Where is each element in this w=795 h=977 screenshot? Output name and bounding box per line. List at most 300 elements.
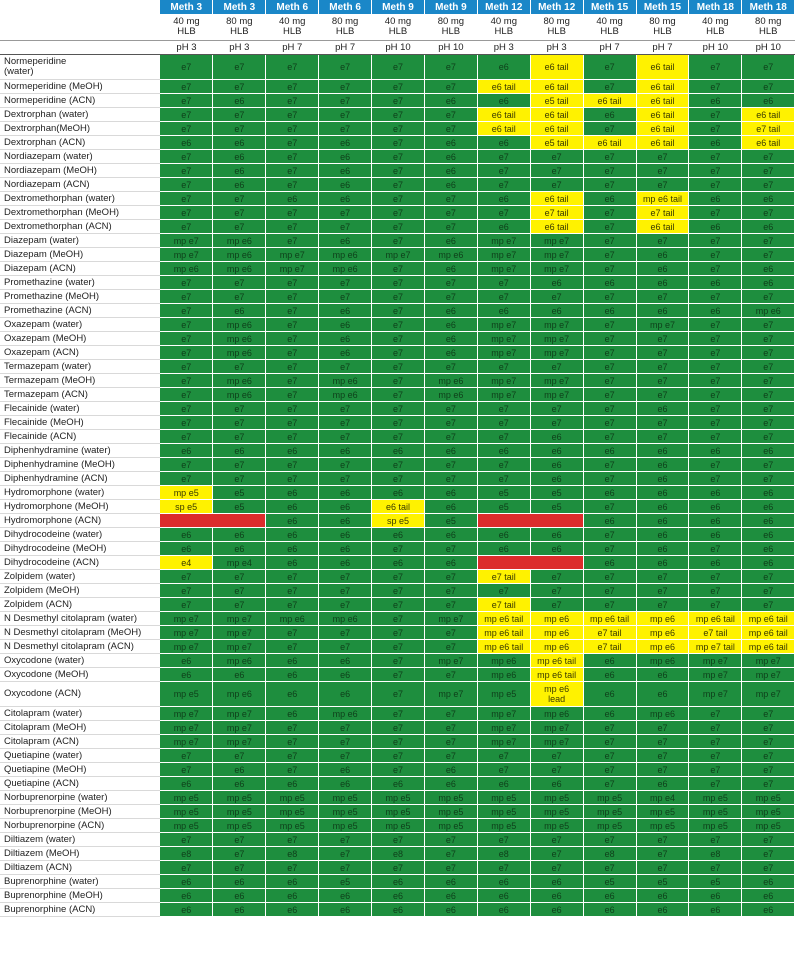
analyte-name: Normeperidine (ACN) [0, 94, 160, 108]
result-cell: mp e7 [213, 612, 266, 626]
table-row [0, 570, 795, 584]
result-cell: e6 [530, 458, 583, 472]
result-cell: e7 [477, 861, 530, 875]
result-cell: mp e7 [160, 626, 213, 640]
analyte-name: Dihydrocodeine (MeOH) [0, 542, 160, 556]
result-cell: e7 [160, 304, 213, 318]
result-cell: e7 [266, 234, 319, 248]
result-cell: e6 [319, 668, 372, 682]
result-cell: e6 [160, 654, 213, 668]
analyte-name: Promethazine (MeOH) [0, 290, 160, 304]
result-cell: e6 [477, 192, 530, 206]
result-cell: e7 [424, 598, 477, 612]
result-cell: e7 [583, 528, 636, 542]
table-row [0, 640, 795, 654]
result-cell: e7 [424, 833, 477, 847]
result-cell: e6 [424, 164, 477, 178]
result-cell: e8 [372, 847, 425, 861]
result-cell: e6 [477, 875, 530, 889]
result-cell: e6 [372, 528, 425, 542]
analyte-name: Termazepam (MeOH) [0, 374, 160, 388]
result-cell: e7 [213, 598, 266, 612]
result-cell: e7 [266, 80, 319, 94]
result-cell: mp e7 [160, 612, 213, 626]
result-cell: e6 [583, 668, 636, 682]
result-cell: mp e7 [530, 234, 583, 248]
analyte-name: N Desmethyl citolapram (water) [0, 612, 160, 626]
concentration-label: 40 mg [384, 16, 412, 27]
result-cell: e7 [477, 276, 530, 290]
result-cell: e6 [160, 528, 213, 542]
result-cell: e7 [742, 248, 795, 262]
result-cell: e7 [742, 206, 795, 220]
result-cell: e8 [266, 847, 319, 861]
result-cell: mp e7 [477, 388, 530, 402]
sorbent-label: HLB [547, 26, 566, 37]
table-row [0, 903, 795, 917]
result-cell: e7 [424, 570, 477, 584]
result-cell: e6 [742, 889, 795, 903]
result-cell: mp e6 [636, 640, 689, 654]
result-cell: e6 [319, 514, 372, 528]
result-cell: mp e6 tail [530, 654, 583, 668]
result-cell: e7 [266, 122, 319, 136]
result-cell: mp e7 [689, 654, 742, 668]
result-cell: mp e6 [424, 374, 477, 388]
result-cell: e7 [636, 749, 689, 763]
analyte-name: Zolpidem (water) [0, 570, 160, 584]
result-cell: mp e6 [530, 626, 583, 640]
result-cell: e6 [689, 486, 742, 500]
result-cell: e7 [372, 542, 425, 556]
result-cell: e6 [742, 875, 795, 889]
result-cell: e7 [372, 682, 425, 707]
result-cell: e7 [213, 360, 266, 374]
result-cell: e7 [530, 360, 583, 374]
result-cell: e7 [319, 220, 372, 234]
result-cell: e7 [319, 570, 372, 584]
result-cell: e7 [742, 290, 795, 304]
result-cell: mp e5 [636, 805, 689, 819]
result-cell: e7 [424, 192, 477, 206]
result-cell: mp e5 [372, 791, 425, 805]
result-cell: e7 [636, 290, 689, 304]
table-row [0, 735, 795, 749]
result-cell: e6 [477, 542, 530, 556]
result-cell: e6 [583, 108, 636, 122]
result-cell: e6 [689, 276, 742, 290]
result-cell: e7 [266, 721, 319, 735]
result-cell: e7 [160, 763, 213, 777]
table-row [0, 276, 795, 290]
result-cell: mp e6 [636, 612, 689, 626]
analyte-name: Buprenorphine (ACN) [0, 903, 160, 917]
result-cell: e7 [266, 416, 319, 430]
result-cell: e6 [583, 556, 636, 570]
table-row [0, 192, 795, 206]
table-row [0, 136, 795, 150]
result-cell: e7 [636, 763, 689, 777]
result-cell: e7 [689, 234, 742, 248]
result-cell: e7 [636, 847, 689, 861]
result-cell: e7 [266, 472, 319, 486]
analyte-name: Diltiazem (MeOH) [0, 847, 160, 861]
result-cell: e7 [160, 861, 213, 875]
result-cell: e7 [319, 80, 372, 94]
result-cell: e7 [213, 192, 266, 206]
result-cell: e7 [372, 416, 425, 430]
result-cell: e7 [689, 360, 742, 374]
result-cell: e7 [372, 360, 425, 374]
result-cell: mp e5 [530, 819, 583, 833]
result-cell: e7 [424, 721, 477, 735]
table-row [0, 791, 795, 805]
result-cell: e7 [477, 584, 530, 598]
result-cell: e7 [530, 290, 583, 304]
result-cell: e6 [266, 528, 319, 542]
result-cell: e7 [266, 332, 319, 346]
sorbent-label: HLB [335, 26, 355, 37]
concentration-label: 40 mg [702, 16, 729, 27]
concentration-header-cell [319, 14, 372, 41]
result-cell: mp e6 [319, 374, 372, 388]
result-cell: mp e6 [213, 682, 266, 707]
concentration-header-cell [477, 14, 530, 41]
result-cell: e7 [583, 749, 636, 763]
result-cell: e7 [213, 458, 266, 472]
result-cell: e7 [742, 598, 795, 612]
result-cell: e6 [742, 514, 795, 528]
result-cell: e7 [319, 598, 372, 612]
result-cell: e6 tail [583, 94, 636, 108]
result-cell: mp e7 [636, 318, 689, 332]
result-cell: mp e5 [477, 805, 530, 819]
result-cell: e7 [213, 472, 266, 486]
result-cell: e6 [583, 276, 636, 290]
result-cell: e7 [583, 833, 636, 847]
result-cell: e6 [319, 192, 372, 206]
result-cell: e7 [689, 861, 742, 875]
result-cell: e7 [530, 584, 583, 598]
result-cell: mp e7 [742, 654, 795, 668]
result-cell: mp e5 [742, 791, 795, 805]
result-cell: e7 [266, 749, 319, 763]
result-cell: mp e6 tail [636, 192, 689, 206]
result-cell: mp e7 [477, 721, 530, 735]
result-cell: e6 [583, 682, 636, 707]
result-cell: e6 [266, 556, 319, 570]
result-cell: mp e6 [530, 612, 583, 626]
result-cell: e7 [583, 318, 636, 332]
table-row [0, 108, 795, 122]
result-cell: e7 [213, 80, 266, 94]
result-cell: e6 [583, 304, 636, 318]
method-header-cell: Meth 3 [213, 0, 266, 14]
result-cell: mp e7 [530, 332, 583, 346]
result-cell: e7 [213, 402, 266, 416]
result-cell [213, 514, 266, 528]
result-cell: e7 [742, 318, 795, 332]
result-cell: e6 tail [530, 80, 583, 94]
result-cell: mp e5 [689, 819, 742, 833]
result-cell: e7 [636, 861, 689, 875]
table-row [0, 430, 795, 444]
ph-header-cell: pH 3 [477, 41, 530, 55]
result-cell: mp e5 [160, 682, 213, 707]
result-cell [477, 556, 530, 570]
result-cell: e7 [266, 346, 319, 360]
sorbent-label: HLB [706, 26, 725, 37]
result-cell: e6 [477, 304, 530, 318]
result-cell: e7 [319, 55, 372, 80]
result-cell: e7 [530, 178, 583, 192]
sorbent-label: HLB [388, 26, 408, 37]
result-cell: e7 tail [530, 206, 583, 220]
result-cell: mp e5 [636, 819, 689, 833]
result-cell: e7 [372, 234, 425, 248]
result-cell: e6 [742, 444, 795, 458]
result-cell: e7 [160, 192, 213, 206]
result-cell: mp e7 [477, 262, 530, 276]
result-cell: e7 [424, 749, 477, 763]
result-cell: e7 [160, 150, 213, 164]
result-cell: e7 [530, 833, 583, 847]
table-row [0, 444, 795, 458]
analyte-name: Dextromethorphan (MeOH) [0, 206, 160, 220]
result-cell: e7 [266, 626, 319, 640]
result-cell: e7 [319, 861, 372, 875]
result-cell: e6 [424, 903, 477, 917]
result-cell: e6 [689, 556, 742, 570]
table-row [0, 584, 795, 598]
result-cell: e7 [160, 178, 213, 192]
result-cell: e7 [266, 584, 319, 598]
analyte-name: Oxazepam (ACN) [0, 346, 160, 360]
result-cell: e6 [636, 402, 689, 416]
table-row [0, 805, 795, 819]
analyte-name: Quetiapine (water) [0, 749, 160, 763]
result-cell: e6 [424, 556, 477, 570]
result-cell: e7 [424, 220, 477, 234]
result-cell: e7 [266, 108, 319, 122]
result-cell: e6 [636, 500, 689, 514]
analyte-name: N Desmethyl citolapram (MeOH) [0, 626, 160, 640]
result-cell: e6 [213, 136, 266, 150]
result-cell: e6 [636, 542, 689, 556]
result-cell: e6 tail [372, 500, 425, 514]
result-cell: e6 [266, 654, 319, 668]
result-cell: e7 [583, 360, 636, 374]
result-cell: e6 [319, 542, 372, 556]
result-cell: e6 [319, 486, 372, 500]
table-row [0, 500, 795, 514]
result-cell: mp e5 [266, 805, 319, 819]
result-cell: mp e7 [160, 234, 213, 248]
result-cell: e7 [689, 374, 742, 388]
table-row [0, 304, 795, 318]
result-cell: e7 [266, 861, 319, 875]
result-cell: e7 [160, 206, 213, 220]
result-cell: e6 tail [477, 122, 530, 136]
analyte-name: Nordiazepam (MeOH) [0, 164, 160, 178]
result-cell: e7 [742, 735, 795, 749]
result-cell: e7 [689, 388, 742, 402]
result-cell: e7 [742, 164, 795, 178]
result-cell: e7 [583, 861, 636, 875]
result-cell: e6 [160, 903, 213, 917]
result-cell: e6 [636, 444, 689, 458]
result-cell: e6 [583, 486, 636, 500]
result-cell: e7 [266, 735, 319, 749]
result-cell: e6 [742, 94, 795, 108]
result-cell: e6 [213, 763, 266, 777]
result-cell: e7 [424, 206, 477, 220]
result-cell: e7 [689, 262, 742, 276]
table-row [0, 332, 795, 346]
result-cell: mp e6 [319, 612, 372, 626]
result-cell: e7 [689, 763, 742, 777]
result-cell: e7 [689, 721, 742, 735]
table-row [0, 80, 795, 94]
result-cell: e7 [266, 206, 319, 220]
result-cell: e7 [319, 749, 372, 763]
analyte-name: Diphenhydramine (water) [0, 444, 160, 458]
result-cell: e7 [266, 458, 319, 472]
result-cell: e7 [424, 640, 477, 654]
result-cell: e6 [477, 94, 530, 108]
result-cell: e6 [636, 276, 689, 290]
result-cell: mp e6 [319, 388, 372, 402]
method-header-cell: Meth 6 [319, 0, 372, 14]
result-cell: e6 [689, 220, 742, 234]
result-cell: mp e7 [424, 682, 477, 707]
result-cell: e7 [583, 430, 636, 444]
result-cell: mp e6 [636, 654, 689, 668]
result-cell: e7 [424, 542, 477, 556]
result-cell: e7 [213, 833, 266, 847]
result-cell: mp e7 [213, 721, 266, 735]
table-row [0, 290, 795, 304]
result-cell: e7 [530, 150, 583, 164]
result-cell: e6 tail [636, 108, 689, 122]
result-cell: e7 [266, 94, 319, 108]
result-cell: e7 [583, 777, 636, 791]
result-cell: e7 [424, 861, 477, 875]
result-cell: e7 [160, 402, 213, 416]
table-row [0, 598, 795, 612]
result-cell: e7 [160, 220, 213, 234]
result-cell: e6 [372, 875, 425, 889]
result-cell: e7 tail [583, 640, 636, 654]
result-cell: e7 [583, 164, 636, 178]
method-header-cell: Meth 6 [266, 0, 319, 14]
result-cell: e7 [424, 430, 477, 444]
analyte-name: Diazepam (water) [0, 234, 160, 248]
result-cell: e6 [213, 150, 266, 164]
table-row [0, 668, 795, 682]
result-cell: e7 [742, 416, 795, 430]
result-cell: e6 [160, 444, 213, 458]
result-cell: e7 [372, 402, 425, 416]
result-cell: e7 [530, 861, 583, 875]
result-cell: e6 [424, 178, 477, 192]
analyte-name: Oxycodone (ACN) [0, 682, 160, 707]
table-row [0, 402, 795, 416]
result-cell: e7 [742, 374, 795, 388]
result-cell: e7 [372, 276, 425, 290]
result-cell: e7 [213, 108, 266, 122]
result-cell: e6 [319, 164, 372, 178]
analyte-name: Dihydrocodeine (water) [0, 528, 160, 542]
analyte-name: Norbuprenorpine (ACN) [0, 819, 160, 833]
result-cell: e7 [372, 612, 425, 626]
result-cell: e6 [530, 276, 583, 290]
result-cell: e7 [372, 94, 425, 108]
result-cell: e6 [530, 430, 583, 444]
result-cell: mp e4 [213, 556, 266, 570]
result-cell: mp e6 [319, 707, 372, 721]
result-cell: e6 [530, 777, 583, 791]
result-cell: e6 [424, 444, 477, 458]
concentration-header-cell [636, 14, 689, 41]
result-cell: e6 [266, 668, 319, 682]
result-cell: e7 [319, 430, 372, 444]
result-cell: e7 [160, 164, 213, 178]
result-cell: e7 [583, 735, 636, 749]
result-cell: e7 [372, 206, 425, 220]
table-row [0, 833, 795, 847]
result-cell: e6 [319, 500, 372, 514]
result-cell: mp e4 [636, 791, 689, 805]
result-cell: e7 [160, 598, 213, 612]
result-cell: e7 [689, 598, 742, 612]
result-cell: e7 [372, 290, 425, 304]
result-cell: e7 [636, 150, 689, 164]
result-cell: e7 [583, 234, 636, 248]
result-cell: e7 [266, 360, 319, 374]
method-header-cell: Meth 9 [424, 0, 477, 14]
result-cell: e6 [689, 889, 742, 903]
result-cell: e6 [477, 55, 530, 80]
result-cell: e7 [689, 430, 742, 444]
result-cell: mp e5 [424, 805, 477, 819]
result-cell: mp e5 [477, 682, 530, 707]
result-cell: e7 [424, 290, 477, 304]
result-cell: e6 tail [530, 108, 583, 122]
result-cell: e7 [319, 360, 372, 374]
result-cell: e6 [266, 875, 319, 889]
result-cell: mp e6 [477, 654, 530, 668]
result-cell: e7 [213, 416, 266, 430]
result-cell: e6 [530, 889, 583, 903]
result-cell: e7 [424, 847, 477, 861]
result-cell: mp e7 [689, 668, 742, 682]
result-cell: e7 [689, 735, 742, 749]
result-cell: e7 [636, 332, 689, 346]
result-cell: mp e7 [477, 374, 530, 388]
result-cell: e7 [160, 55, 213, 80]
result-cell: e6 [266, 486, 319, 500]
result-cell: mp e5 [424, 819, 477, 833]
result-cell: e7 [583, 55, 636, 80]
result-cell: mp e7 [530, 735, 583, 749]
result-cell: e7 [372, 192, 425, 206]
result-cell: e7 [213, 861, 266, 875]
result-cell: e6 [424, 875, 477, 889]
result-cell: e7 [160, 749, 213, 763]
result-cell: e7 [689, 80, 742, 94]
result-cell: e7 [319, 833, 372, 847]
